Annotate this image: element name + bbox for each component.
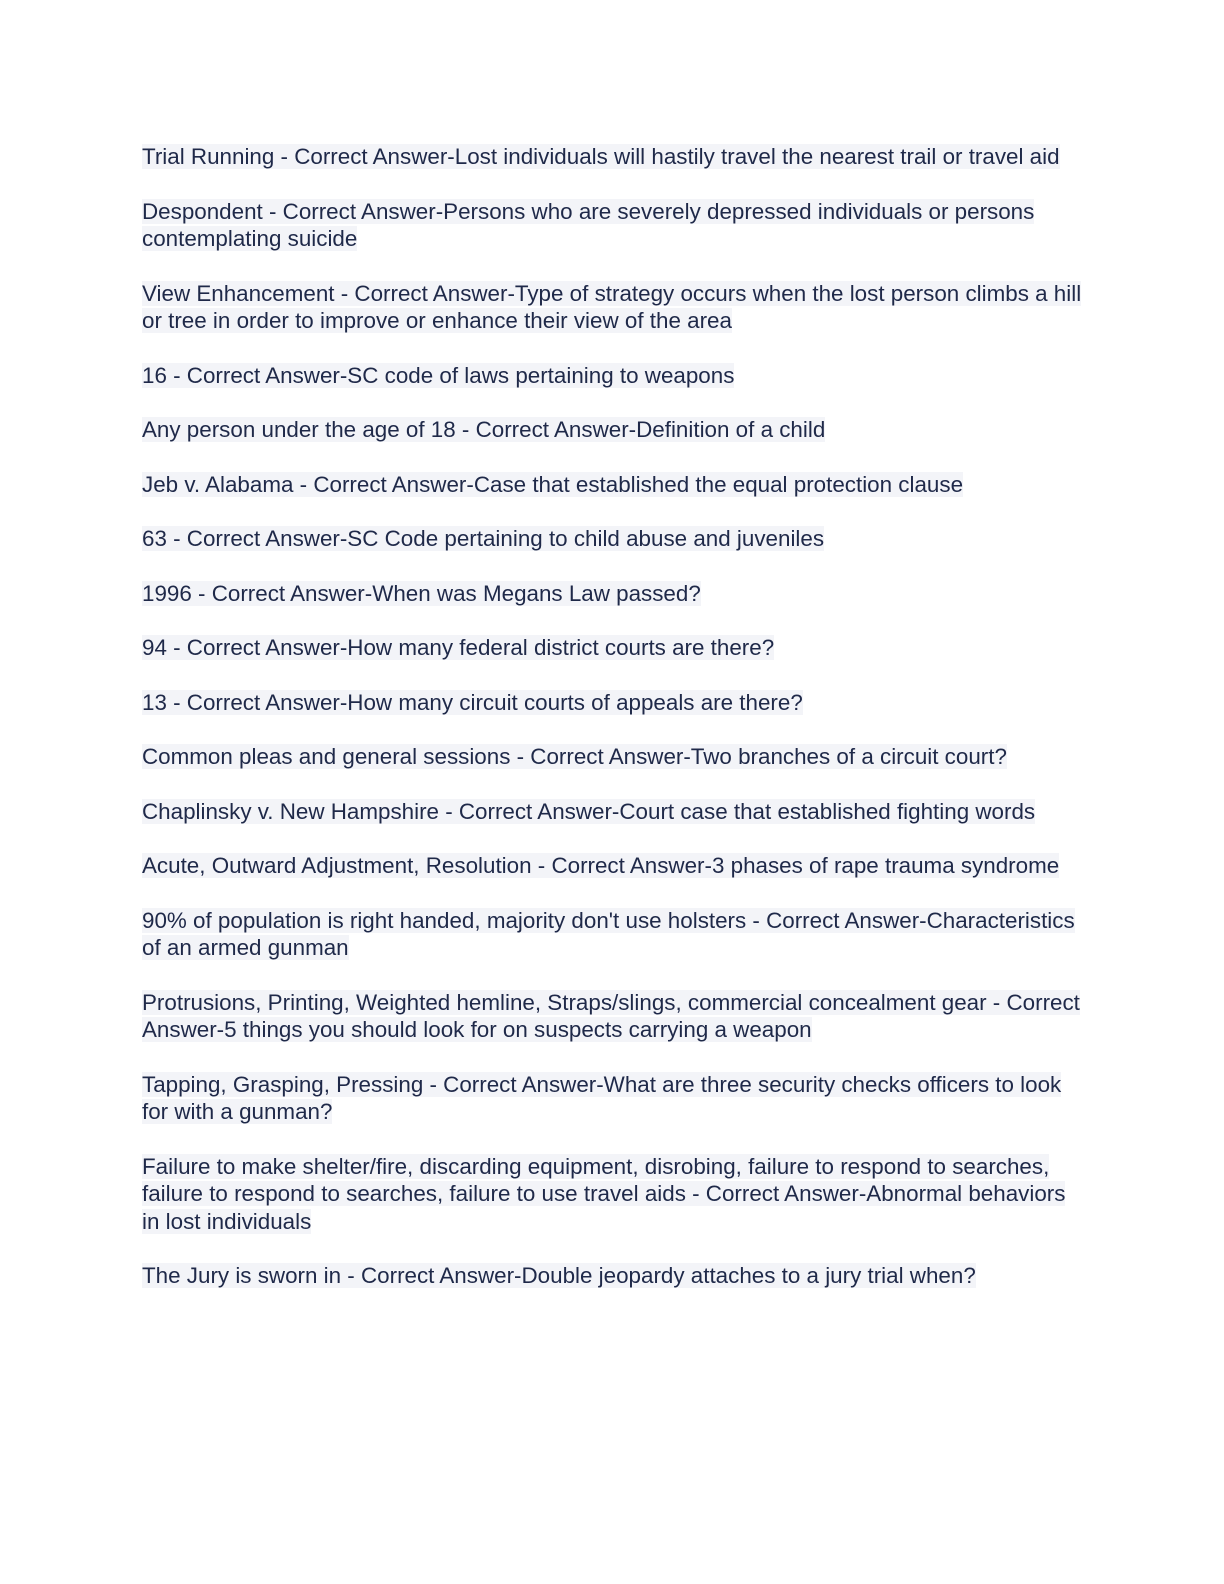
flashcard-entry <box>142 143 1082 171</box>
flashcard-entry <box>142 525 1082 553</box>
flashcard-text: View Enhancement - Correct Answer-Type of strategy occurs when the lost person climbs a hill or tree in order to improve or enhance their view of the area <box>142 280 1082 333</box>
flashcard-text: Jeb v. Alabama - Correct Answer-Case that established the equal protection clause <box>142 471 964 497</box>
flashcard-list <box>142 143 1082 1317</box>
flashcard-text: 16 - Correct Answer-SC code of laws pertaining to weapons <box>142 362 735 388</box>
flashcard-text: 90% of population is right handed, majority don't use holsters - Correct Answer-Characteristics of an armed gunman <box>142 907 1075 960</box>
flashcard-entry <box>142 852 1082 880</box>
flashcard-entry <box>142 198 1082 253</box>
flashcard-entry <box>142 907 1082 962</box>
flashcard-entry <box>142 580 1082 608</box>
flashcard-text: Failure to make shelter/fire, discarding equipment, disrobing, failure to respond to searches, failure to respond to searches, failure to use travel aids - Correct Answer-Abnormal behaviors in lost individuals <box>142 1153 1066 1234</box>
flashcard-text: 63 - Correct Answer-SC Code pertaining to child abuse and juveniles <box>142 526 825 551</box>
flashcard-entry <box>142 1071 1082 1126</box>
flashcard-text: 94 - Correct Answer-How many federal district courts are there? <box>142 635 775 660</box>
flashcard-text: Trial Running - Correct Answer-Lost individuals will hastily travel the nearest trail or travel aid <box>142 144 1060 169</box>
flashcard-entry <box>142 280 1082 335</box>
flashcard-text: Protrusions, Printing, Weighted hemline, Straps/slings, commercial concealment gear - Correct Answer-5 things you should look for on suspects carrying a weapon <box>142 989 1080 1042</box>
flashcard-text: Tapping, Grasping, Pressing - Correct Answer-What are three security checks officers to look for with a gunman? <box>142 1071 1062 1124</box>
flashcard-entry <box>142 634 1082 662</box>
flashcard-text: 1996 - Correct Answer-When was Megans Law passed? <box>142 580 701 606</box>
flashcard-entry <box>142 689 1082 717</box>
flashcard-text: Any person under the age of 18 - Correct Answer-Definition of a child <box>142 417 826 442</box>
flashcard-text: Despondent - Correct Answer-Persons who are severely depressed individuals or persons contemplating suicide <box>142 198 1035 251</box>
flashcard-entry <box>142 1153 1082 1236</box>
flashcard-entry <box>142 798 1082 826</box>
flashcard-entry <box>142 362 1082 390</box>
flashcard-entry <box>142 989 1082 1044</box>
flashcard-text: Chaplinsky v. New Hampshire - Correct Answer-Court case that established fighting words <box>142 798 1036 824</box>
flashcard-entry <box>142 416 1082 444</box>
flashcard-text: 13 - Correct Answer-How many circuit courts of appeals are there? <box>142 689 803 715</box>
flashcard-entry <box>142 471 1082 499</box>
flashcard-text: The Jury is sworn in - Correct Answer-Double jeopardy attaches to a jury trial when? <box>142 1263 976 1288</box>
flashcard-text: Acute, Outward Adjustment, Resolution - Correct Answer-3 phases of rape trauma syndrome <box>142 853 1060 878</box>
flashcard-entry <box>142 1262 1082 1290</box>
flashcard-entry <box>142 743 1082 771</box>
flashcard-text: Common pleas and general sessions - Correct Answer-Two branches of a circuit court? <box>142 744 1007 769</box>
